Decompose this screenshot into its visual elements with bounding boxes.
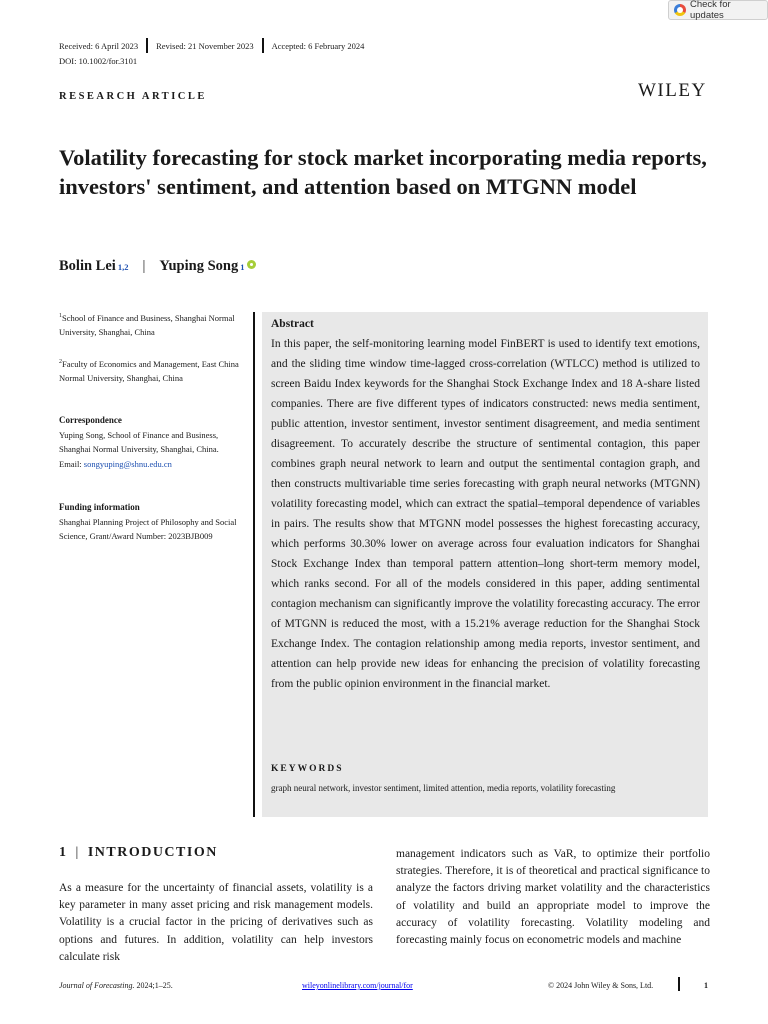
section-separator: | [75, 845, 80, 860]
author-name[interactable]: Bolin Lei [59, 258, 116, 274]
footer-copyright: © 2024 John Wiley & Sons, Ltd. [548, 981, 654, 990]
affiliation-number: 1 [59, 313, 62, 319]
article-dates [59, 38, 364, 53]
abstract-divider [253, 312, 255, 817]
footer-divider [678, 977, 680, 991]
revised-date: Revised: 21 November 2023 [156, 40, 254, 51]
publisher-logo: WILEY [638, 80, 707, 101]
footer-url-link[interactable]: wileyonlinelibrary.com/journal/for [302, 981, 413, 990]
author-name[interactable]: Yuping Song [159, 258, 239, 274]
journal-name: Journal of Forecasting. [59, 981, 135, 990]
author-list [59, 258, 256, 275]
affiliation-text: Faculty of Economics and Management, East China Normal University, Shanghai, China [59, 358, 239, 384]
correspondence-block [59, 413, 244, 471]
section-number: 1 [59, 845, 68, 860]
section-heading [59, 845, 218, 861]
article-type: RESEARCH ARTICLE [59, 91, 207, 102]
date-divider [262, 38, 264, 53]
check-for-updates-label: Check for updates [689, 0, 731, 21]
author-affiliation-ref[interactable]: 1 [240, 262, 245, 272]
author-separator: | [142, 258, 146, 274]
correspondence-heading: Correspondence [59, 415, 122, 425]
email-link[interactable]: songyuping@shnu.edu.cn [83, 458, 172, 469]
affiliation [59, 309, 244, 340]
affiliation [59, 355, 244, 386]
check-for-updates-button[interactable] [668, 0, 768, 20]
body-column-right: management indicators such as VaR, to optimize their portfolio strategies. Therefore, it is of theoretical and practical significance to analyze the factors driving market volatility and the characteristics of volatility and build an appropriate model to improve the accuracy of volatility forecasting. Volatility modeling and forecasting mainly focus on econometric models and machine [396, 848, 710, 947]
affiliation-text: School of Finance and Business, Shanghai Normal University, Shanghai, China [59, 312, 235, 338]
correspondence-email [59, 457, 244, 472]
keywords-heading: KEYWORDS [271, 764, 344, 774]
orcid-icon[interactable] [247, 260, 256, 269]
doi: DOI: 10.1002/for.3101 [59, 56, 138, 66]
journal-year-pages: 2024;1–25. [136, 981, 173, 990]
date-divider [146, 38, 148, 53]
article-title: Volatility forecasting for stock market incorporating media reports, investors' sentiment, and attention based on MTGNN model [59, 145, 707, 199]
email-label: Email: [59, 458, 82, 469]
author-affiliation-ref[interactable]: 1,2 [117, 262, 129, 272]
abstract-text: In this paper, the self-monitoring learning model FinBERT is used to identify text emotions, and the sliding time window time-lagged cross-correlation (WTLCC) method is utilized to screen Baidu Index keywords for the Shanghai Stock Exchange Index and 18 A-share listed companies. There are five different types of indicators constructed: news media sentiment, public attention, investor sentiment, investor sentiment disagreement, and media sentiment disagreement. To accurately describe the structure of sentimental contagion, this paper combines graph neural network to learn and output the sentimental contagion graph, and then constructs multivariable time series forecasting with graph neural networks (MTGNN) volatility forecasting model, which can extract the spatial–temporal dependence of variables in pairs. The results show that MTGNN model possesses the highest forecasting accuracy, which performs 30.30% lower on average across four evaluation indicators for Shanghai Stock Exchange Index than temporal pattern attention–long short-term memory model, which ranks second. For all of the models considered in this paper, adding sentimental contagion mechanism can significantly improve the volatility forecasting accuracy. The error of MTGNN is reduced the most, with a 15.21% average reduction for the Shanghai Stock Exchange Index. The contagion relationship among media reports, investor sentiment, and attention can help provide new ideas for enhancing the precision of volatility forecasting from the public opinion environment in the financial market. [271, 338, 700, 690]
affiliation-number: 2 [59, 359, 62, 365]
check-updates-icon [674, 4, 686, 16]
funding-block [59, 500, 244, 544]
received-date: Received: 6 April 2023 [59, 40, 139, 51]
footer-journal [59, 981, 173, 990]
correspondence-text: Yuping Song, School of Finance and Business, Shanghai Normal University, Shanghai, China. [59, 429, 219, 454]
funding-text: Shanghai Planning Project of Philosophy and Social Science, Grant/Award Number: 2023BJB009 [59, 516, 237, 541]
page-number: 1 [704, 981, 708, 990]
funding-heading: Funding information [59, 502, 140, 512]
abstract-heading: Abstract [271, 318, 314, 330]
accepted-date: Accepted: 6 February 2024 [271, 40, 365, 51]
keywords-text: graph neural network, investor sentiment, limited attention, media reports, volatility forecasting [271, 783, 616, 793]
section-title: INTRODUCTION [87, 845, 218, 860]
body-column-left: As a measure for the uncertainty of financial assets, volatility is a key parameter in many asset pricing and risk management models. Volatility is a crucial factor in the pricing of derivatives such as options and futures. In addition, volatility can help investors calculate risk [59, 882, 373, 963]
